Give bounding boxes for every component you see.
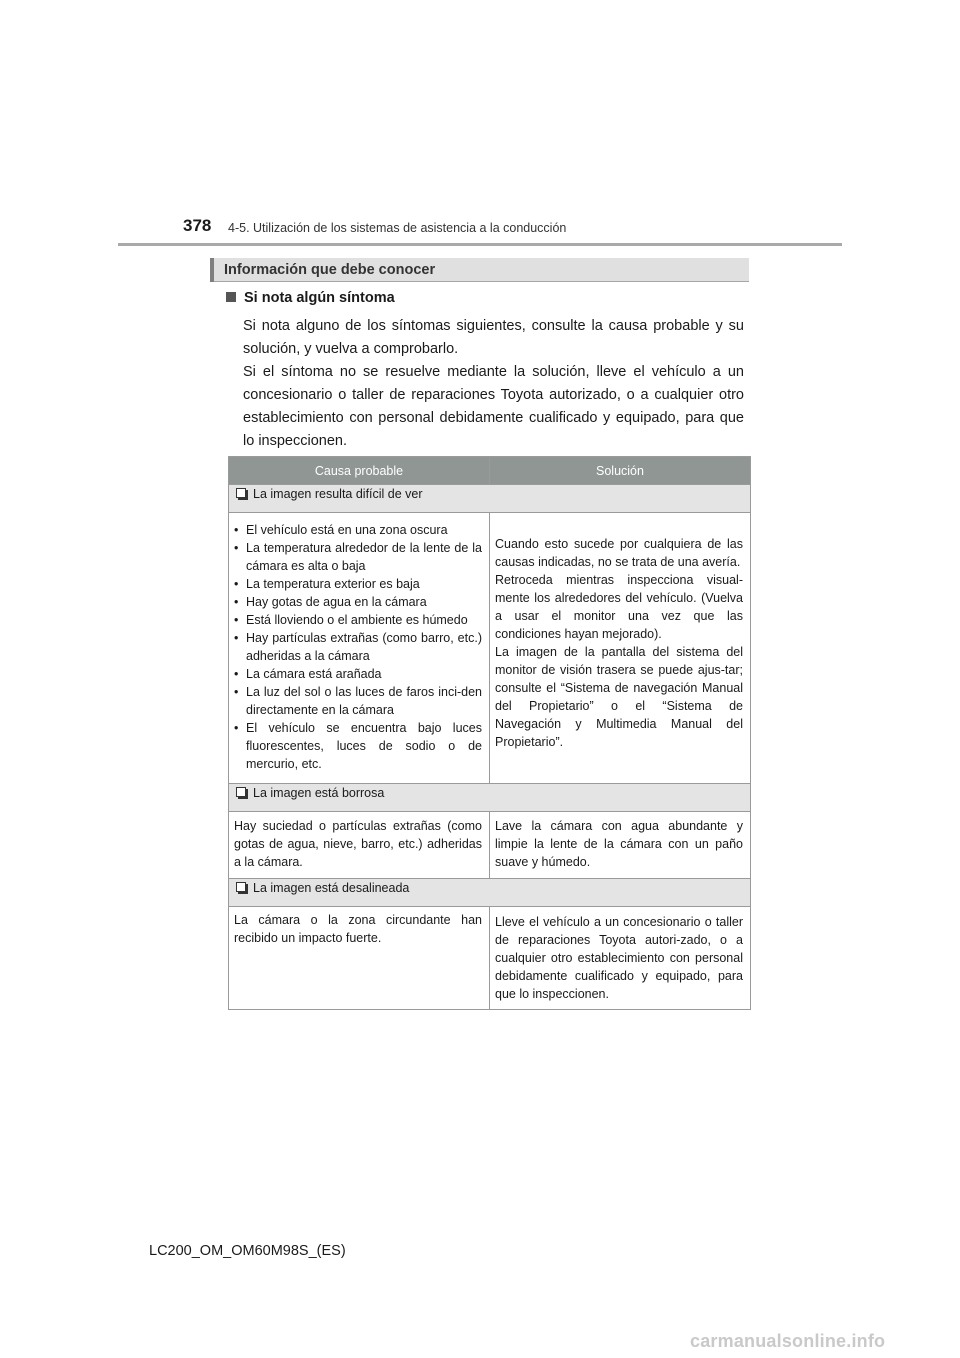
group-header-blurry [229, 784, 751, 812]
list-item: • La temperatura alrededor de la lente de la cámara es alta o baja [234, 539, 482, 575]
checkbox-icon [236, 882, 246, 892]
section-marker [210, 258, 214, 282]
symptom-table [228, 456, 751, 1010]
solution-cell: Lave la cámara con agua abundante y limpie la lente de la cámara con un paño suave y húmedo. [490, 812, 751, 879]
list-item: • La luz del sol o las luces de faros inci-den directamente en la cámara [234, 683, 482, 719]
solution-text: Cuando esto sucede por cualquiera de las causas indicadas, no se trata de una avería. [495, 537, 743, 569]
checkbox-icon [236, 787, 246, 797]
table-header-row [229, 457, 751, 485]
group-header-misaligned [229, 879, 751, 907]
cause-cell: La cámara o la zona circundante han recibido un impacto fuerte. [229, 907, 490, 1010]
solution-cell [490, 513, 751, 784]
subsection-title: Si nota algún síntoma [244, 290, 395, 306]
watermark: carmanualsonline.info [690, 1331, 886, 1351]
column-header-cause: Causa probable [229, 457, 490, 485]
list-item: • El vehículo está en una zona oscura [234, 521, 482, 539]
checkbox-icon [236, 488, 246, 498]
group-title: La imagen está desalineada [253, 881, 410, 895]
table-row [229, 513, 751, 784]
table-row [229, 907, 751, 1010]
list-item: • Hay partículas extrañas (como barro, etc.) adheridas a la cámara [234, 629, 482, 665]
group-header-hard-to-see [229, 485, 751, 513]
solution-text: La imagen de la pantalla del sistema del monitor de visión trasera se puede ajus-tar; consulte el “Sistema de navegación Manual del Propietario” o el “Sistema de Navegación y Multimedia Manual del Propietario”. [495, 645, 743, 749]
group-title: La imagen está borrosa [253, 786, 385, 800]
subsection-heading [226, 290, 395, 306]
cause-cell: Hay suciedad o partículas extrañas (como gotas de agua, nieve, barro, etc.) adheridas a la cámara. [229, 812, 490, 879]
list-item: • La temperatura exterior es baja [234, 575, 482, 593]
cause-list [234, 521, 482, 773]
solution-text: Retroceda mientras inspecciona visual-mente los alrededores del vehículo. (Vuelva a usar el monitor una vez que las condiciones hayan mejorado). [495, 573, 743, 641]
advice-paragraph: Si el síntoma no se resuelve mediante la solución, lleve el vehículo a un concesionario o taller de reparaciones Toyota autorizado, o a cualquier otro establecimiento con personal debidamente cualificado y equipado, para que lo inspeccionen. [243, 364, 744, 449]
section-heading-bar [210, 258, 749, 282]
page-number: 378 [183, 216, 212, 235]
square-bullet-icon [226, 292, 236, 302]
table-row [229, 812, 751, 879]
section-title: Información que debe conocer [224, 262, 436, 278]
footer-code: LC200_OM_OM60M98S_(ES) [149, 1243, 346, 1259]
list-item: • El vehículo se encuentra bajo luces fluorescentes, luces de sodio o de mercurio, etc. [234, 719, 482, 773]
header-divider [118, 243, 842, 246]
group-row [229, 879, 751, 907]
list-item: • La cámara está arañada [234, 665, 482, 683]
group-row [229, 485, 751, 513]
intro-paragraph: Si nota alguno de los síntomas siguientes, consulte la causa probable y su solución, y vuelva a comprobarlo. [243, 318, 744, 357]
chapter-title: 4-5. Utilización de los sistemas de asistencia a la conducción [228, 221, 567, 235]
solution-cell: Lleve el vehículo a un concesionario o taller de reparaciones Toyota autori-zado, o a cualquier otro establecimiento con personal debidamente cualificado y equipado, para que lo inspeccionen. [490, 907, 751, 1010]
list-item: • Está lloviendo o el ambiente es húmedo [234, 611, 482, 629]
group-title: La imagen resulta difícil de ver [253, 487, 423, 501]
column-header-solution: Solución [490, 457, 751, 485]
group-row [229, 784, 751, 812]
list-item: • Hay gotas de agua en la cámara [234, 593, 482, 611]
cause-cell [229, 513, 490, 784]
